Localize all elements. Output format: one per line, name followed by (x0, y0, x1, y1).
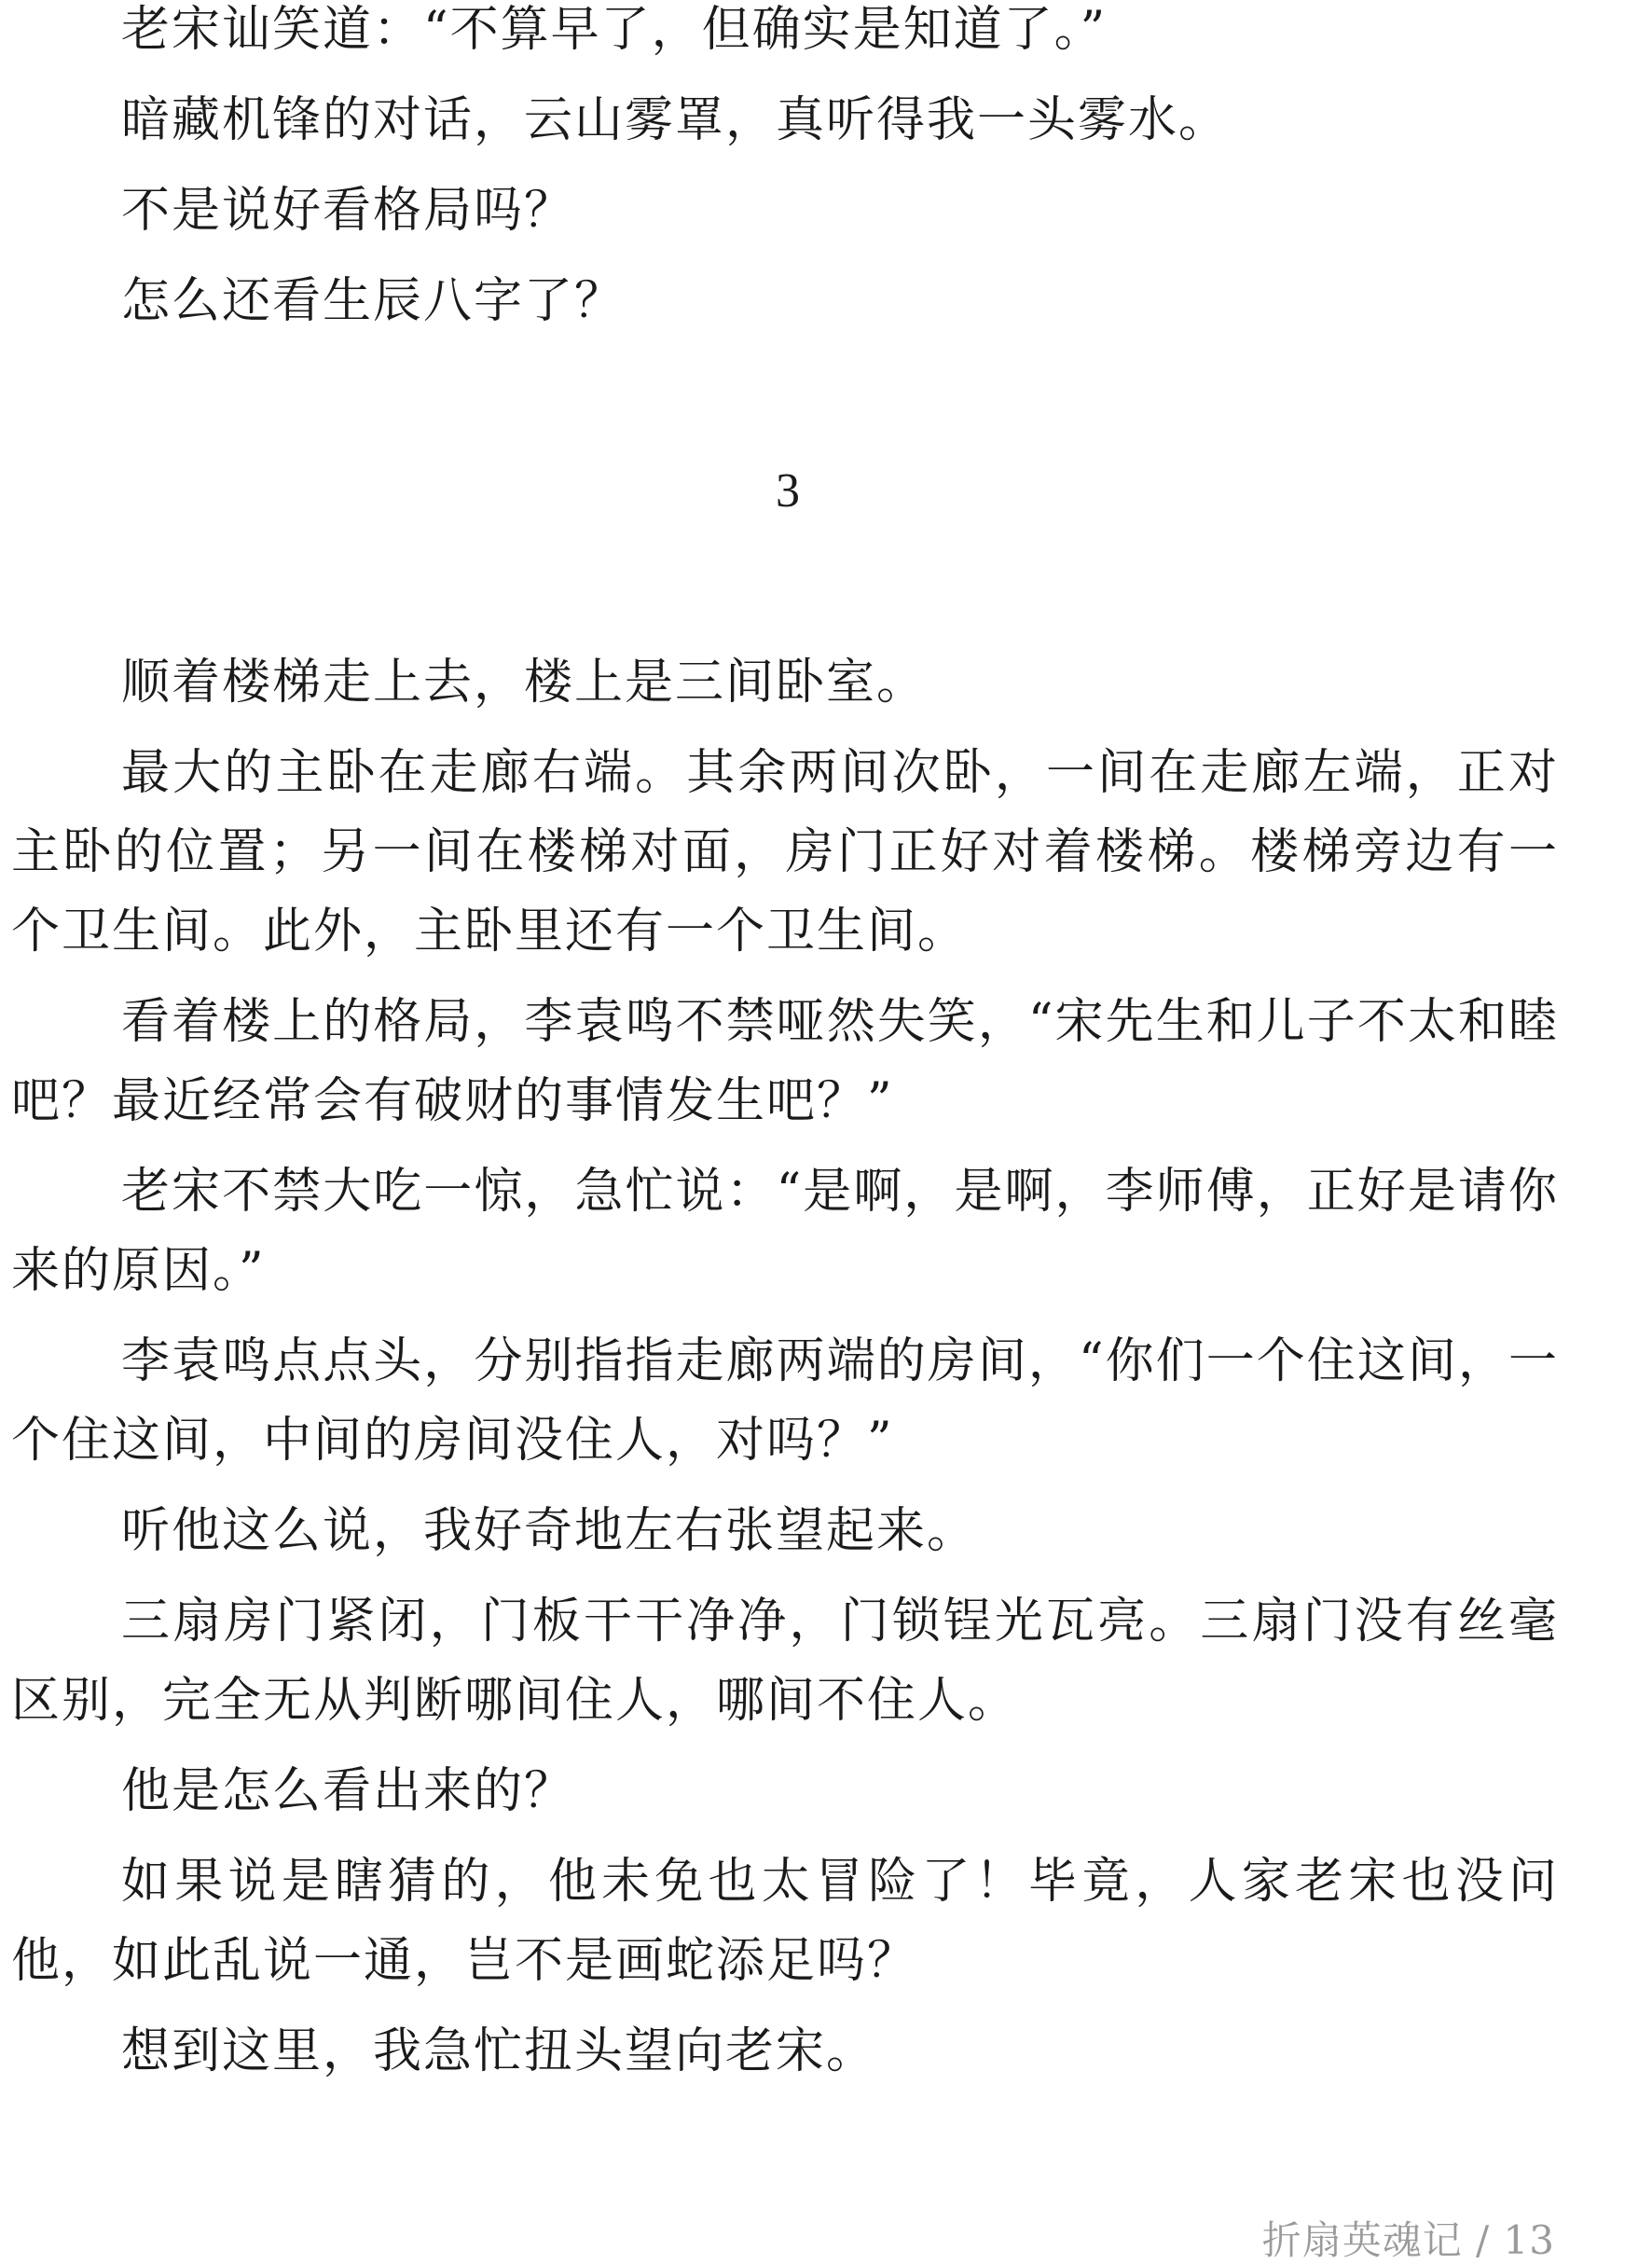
paragraph: 想到这里，我急忙扭头望向老宋。 (121, 2023, 877, 2079)
paragraph: 最大的主卧在走廊右端。其余两间次卧，一间在走廊左端，正对主卧的位置；另一间在楼梯对面，房门正好对着楼梯。楼梯旁边有一个卫生间。此外，主卧里还有一个卫生间。 (11, 745, 1559, 959)
paragraph: 如果说是瞎猜的，他未免也太冒险了！毕竟，人家老宋也没问他，如此乱说一通，岂不是画蛇添足吗？ (11, 1854, 1559, 1989)
paragraph: 老宋不禁大吃一惊，急忙说：“是啊，是啊，李师傅，正好是请你来的原因。” (11, 1164, 1559, 1299)
paragraph: 李袁鸣点点头，分别指指走廊两端的房间，“你们一个住这间，一个住这间，中间的房间没住人，对吗？” (11, 1333, 1559, 1469)
paragraph: 看着楼上的格局，李袁鸣不禁哑然失笑，“宋先生和儿子不太和睦吧？最近经常会有破财的事情发生吧？” (11, 994, 1559, 1129)
top-text-block (11, 0, 1559, 341)
chapter-number: 3 (776, 464, 800, 518)
paragraph: 顺着楼梯走上去，楼上是三间卧室。 (121, 655, 928, 711)
paragraph: 三扇房门紧闭，门板干干净净，门锁锃光瓦亮。三扇门没有丝毫区别，完全无从判断哪间住人，哪间不住人。 (11, 1594, 1559, 1729)
paragraph: 怎么还看生辰八字了？ (121, 273, 626, 329)
paragraph: 听他这么说，我好奇地左右张望起来。 (121, 1503, 978, 1559)
paragraph: 他是怎么看出来的？ (121, 1763, 575, 1819)
book-title: 折扇英魂记 (1261, 2217, 1463, 2263)
paragraph: 不是说好看格局吗？ (121, 183, 575, 239)
page-number: / 13 (1462, 2217, 1555, 2263)
paragraph: 暗藏机锋的对话，云山雾罩，真听得我一头雾水。 (121, 92, 1230, 148)
paragraph: 老宋讪笑道：“不算早了，但确实是知道了。” (121, 2, 1108, 58)
main-text-block (11, 643, 1559, 2091)
